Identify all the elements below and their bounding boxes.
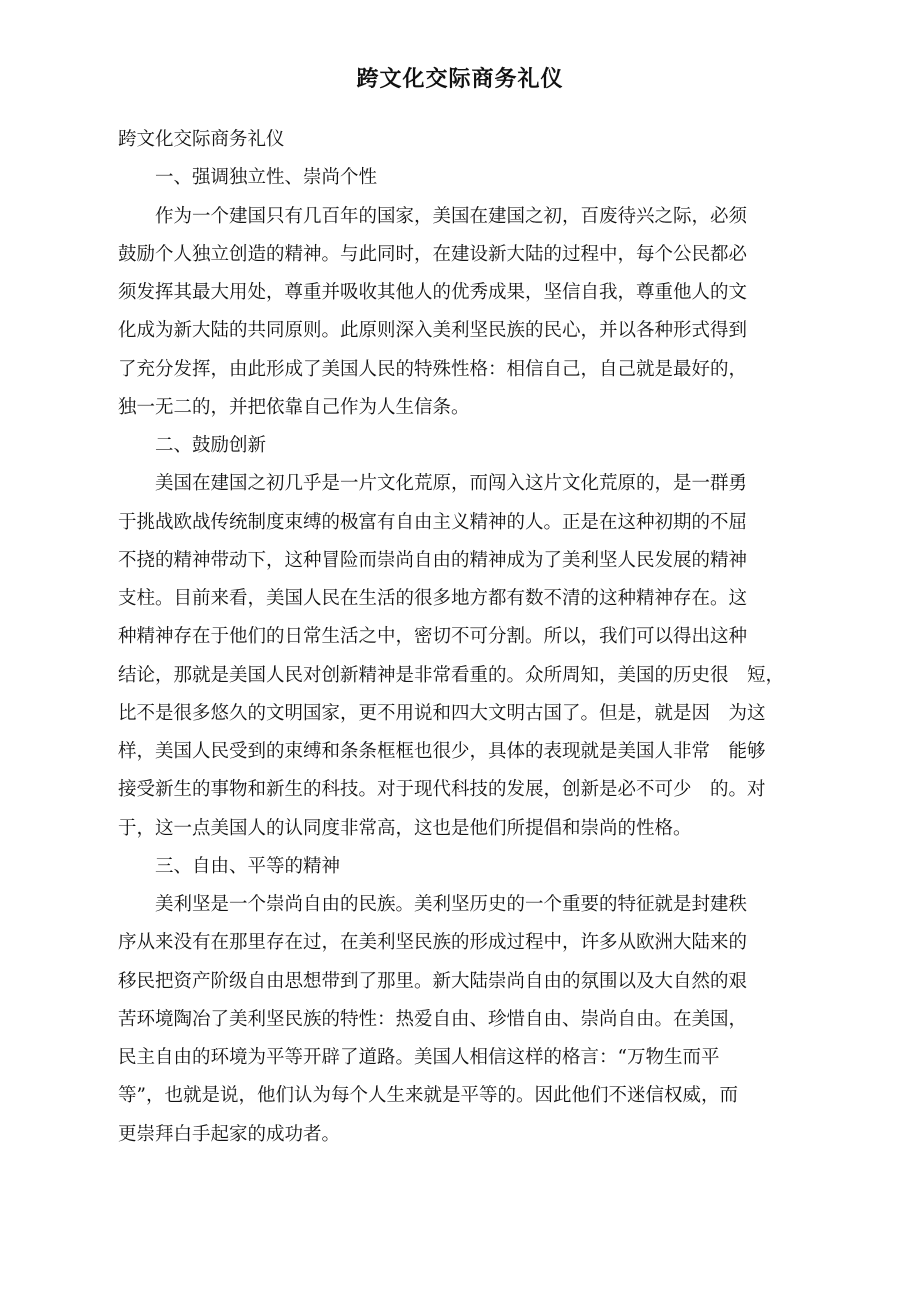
text-line: 结论，那就是美国人民对创新精神是非常看重的。众所周知，美国的历史很 短，: [118, 664, 785, 686]
text-line: 比不是很多悠久的文明国家，更不用说和四大文明古国了。但是，就是因 为这: [118, 702, 766, 724]
text-line: 美国在建国之初几乎是一片文化荒原，而闯入这片文化荒原的，是一群勇: [155, 473, 748, 495]
document-body: [118, 121, 818, 1154]
text-line: 美利坚是一个崇尚自由的民族。美利坚历史的一个重要的特征就是封建秩: [155, 894, 748, 915]
text-line: 须发挥其最大用处，尊重并吸收其他人的优秀成果，坚信自我，尊重他人的文: [118, 282, 748, 303]
text-line: 了充分发挥，由此形成了美国人民的特殊性格：相信自己，自己就是最好的，: [118, 358, 748, 380]
text-line: 鼓励个人独立创造的精神。与此同时，在建设新大陆的过程中，每个公民都必: [118, 243, 748, 265]
text-line: 化成为新大陆的共同原则。此原则深入美利坚民族的民心，并以各种形式得到: [118, 320, 748, 342]
text-line: 支柱。目前来看，美国人民在生活的很多地方都有数不清的这种精神存在。这: [118, 588, 748, 609]
text-line: 独一无二的，并把依靠自己作为人生信条。: [118, 396, 470, 418]
text-line: 作为一个建国只有几百年的国家，美国在建国之初，百废待兴之际，必须: [155, 205, 748, 227]
text-line: 种精神存在于他们的日常生活之中，密切不可分割。所以，我们可以得出这种: [118, 626, 748, 648]
text-line: 更崇拜白手起家的成功者。: [118, 1123, 341, 1145]
document-title: 跨文化交际商务礼仪: [356, 67, 564, 92]
text-line: 等”，也就是说，他们认为每个人生来就是平等的。因此他们不迷信权威，而: [118, 1085, 738, 1107]
text-line: 苦环境陶冶了美利坚民族的特性：热爱自由、珍惜自由、崇尚自由。在美国，: [118, 1008, 748, 1030]
text-line: 不挠的精神带动下，这种冒险而崇尚自由的精神成为了美利坚人民发展的精神: [118, 549, 748, 571]
text-line: 接受新生的事物和新生的科技。对于现代科技的发展，创新是必不可少 的。对: [118, 779, 766, 801]
text-line: 跨文化交际商务礼仪: [118, 129, 285, 150]
text-line: 于，这一点美国人的认同度非常高，这也是他们所提倡和崇尚的性格。: [118, 817, 692, 839]
text-line: 一、强调独立性、崇尚个性: [155, 167, 378, 189]
text-line: 序从来没有在那里存在过，在美利坚民族的形成过程中，许多从欧洲大陆来的: [118, 932, 748, 954]
text-line: 三、自由、平等的精神: [155, 855, 341, 877]
text-line: 二、鼓励创新: [155, 435, 267, 456]
text-line: 样，美国人民受到的束缚和条条框框也很少，具体的表现就是美国人非常 能够: [118, 741, 766, 762]
text-line: 民主自由的环境为平等开辟了道路。美国人相信这样的格言：“万物生而平: [118, 1047, 720, 1068]
text-line: 移民把资产阶级自由思想带到了那里。新大陆崇尚自由的氛围以及大自然的艰: [118, 970, 748, 992]
text-line: 于挑战欧战传统制度束缚的极富有自由主义精神的人。正是在这种初期的不屈: [118, 511, 748, 533]
